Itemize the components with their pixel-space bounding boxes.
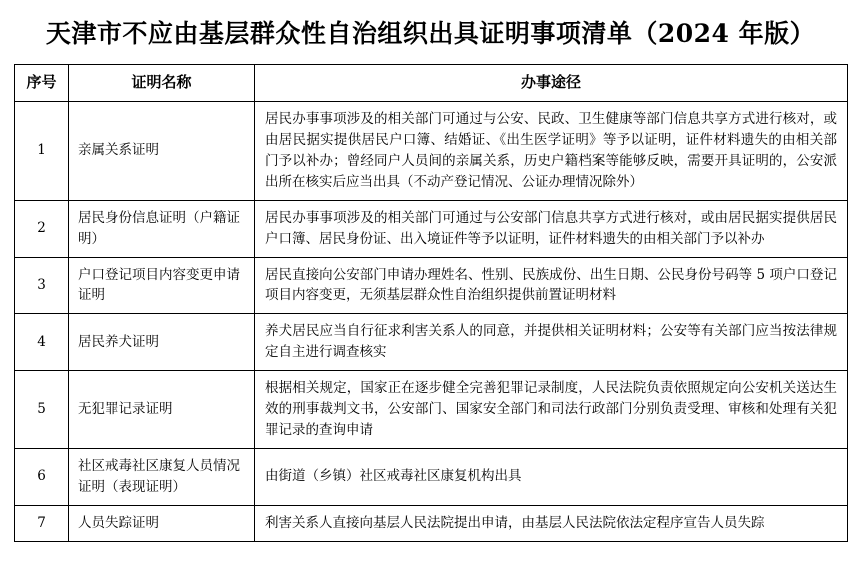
table-header-row [15, 65, 848, 102]
table-row [15, 505, 848, 541]
column-header-name: 证明名称 [69, 65, 255, 102]
row-number: 6 [15, 448, 69, 505]
column-header-no: 序号 [15, 65, 69, 102]
row-certificate-name: 社区戒毒社区康复人员情况证明（表现证明） [69, 448, 255, 505]
row-certificate-name: 人员失踪证明 [69, 505, 255, 541]
row-certificate-name: 户口登记项目内容变更申请证明 [69, 257, 255, 314]
row-number: 7 [15, 505, 69, 541]
row-number: 2 [15, 200, 69, 257]
row-handling-path: 利害关系人直接向基层人民法院提出申请，由基层人民法院依法定程序宣告人员失踪 [255, 505, 848, 541]
row-number: 5 [15, 371, 69, 449]
row-handling-path: 居民办事事项涉及的相关部门可通过与公安部门信息共享方式进行核对，或由居民据实提供居民户口簿、居民身份证、出入境证件等予以证明，证件材料遗失的由相关部门予以补办 [255, 200, 848, 257]
document-page [0, 14, 861, 565]
row-certificate-name: 居民身份信息证明（户籍证明） [69, 200, 255, 257]
page-title: 天津市不应由基层群众性自治组织出具证明事项清单（2024 年版） [45, 19, 816, 48]
table-row [15, 200, 848, 257]
table-row [15, 371, 848, 449]
row-number: 4 [15, 314, 69, 371]
table-row [15, 102, 848, 201]
table-row [15, 314, 848, 371]
row-handling-path: 养犬居民应当自行征求利害关系人的同意，并提供相关证明材料；公安等有关部门应当按法律规定自主进行调查核实 [255, 314, 848, 371]
table-row [15, 257, 848, 314]
row-number: 1 [15, 102, 69, 201]
row-certificate-name: 亲属关系证明 [69, 102, 255, 201]
row-certificate-name: 居民养犬证明 [69, 314, 255, 371]
table-body [15, 102, 848, 542]
row-number: 3 [15, 257, 69, 314]
row-handling-path: 根据相关规定，国家正在逐步健全完善犯罪记录制度，人民法院负责依照规定向公安机关送达生效的刑事裁判文书，公安部门、国家安全部门和司法行政部门分别负责受理、审核和处理有关犯罪记录的查询申请 [255, 371, 848, 449]
certification-list-table [14, 64, 848, 542]
row-handling-path: 居民直接向公安部门申请办理姓名、性别、民族成份、出生日期、公民身份号码等 5 项户口登记项目内容变更，无须基层群众性自治组织提供前置证明材料 [255, 257, 848, 314]
column-header-path: 办事途径 [255, 65, 848, 102]
row-handling-path: 由街道（乡镇）社区戒毒社区康复机构出具 [255, 448, 848, 505]
row-handling-path: 居民办事事项涉及的相关部门可通过与公安、民政、卫生健康等部门信息共享方式进行核对，或由居民据实提供居民户口簿、结婚证、《出生医学证明》等予以证明，证件材料遗失的由相关部门予以补办；曾经同户人员间的亲属关系，历史户籍档案等能够反映，需要开具证明的，公安派出所在核实后应当出具（不动产登记情况、公证办理情况除外） [255, 102, 848, 201]
row-certificate-name: 无犯罪记录证明 [69, 371, 255, 449]
table-row [15, 448, 848, 505]
